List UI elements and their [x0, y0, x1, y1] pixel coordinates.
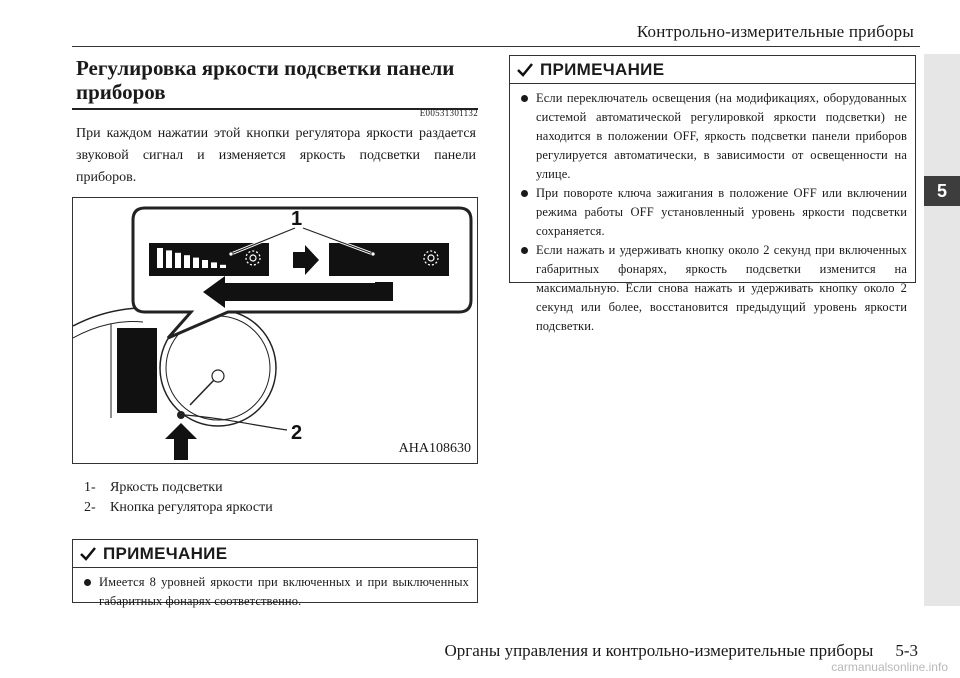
chapter-sidebar: [924, 54, 960, 606]
instrument-panel-dark: [117, 328, 157, 413]
note-bullet: Если нажать и удерживать кнопку около 2 секунд при включенных габаритных фонарях, яркость подсветки изменится на максимальную. Если снова нажать и удерживать кнопку около 2 секунд или более, восстановится предыдущий уровень яркости подсветки.: [518, 241, 907, 336]
legend-item: 2- Кнопка регулятора яркости: [84, 500, 273, 515]
legend-item: 1- Яркость подсветки: [84, 480, 223, 495]
footer-chapter: Органы управления и контрольно-измерительные приборы: [444, 641, 874, 660]
brightness-bar: [202, 260, 208, 268]
brightness-bar: [220, 265, 226, 268]
press-arrow-icon: [165, 423, 197, 460]
brightness-bar: [175, 253, 181, 268]
illustration-figure: [72, 197, 478, 464]
page-footer: [445, 641, 919, 661]
note-heading: ПРИМЕЧАНИЕ: [73, 540, 477, 568]
display-after: [329, 243, 449, 276]
gauge-needle: [190, 380, 214, 405]
note-box-right: [509, 55, 916, 333]
brightness-knob[interactable]: [177, 411, 185, 419]
figure-code: AHA108630: [398, 441, 471, 456]
brightness-bar: [184, 255, 190, 268]
note-bullet: При повороте ключа зажигания в положение OFF или включении режима работы OFF установленный уровень яркости подсветки сохраняется.: [518, 184, 907, 241]
note-bullet: Если переключатель освещения (на модификациях, оборудованных системой автоматической регулировкой яркости подсветки) не находится в положении OFF, яркость подсветки панели приборов регулируется автоматически, в зависимости от освещенности на улице.: [518, 89, 907, 184]
intro-paragraph: При каждом нажатии этой кнопки регулятора яркости раздается звуковой сигнал и изменяется яркость подсветки панели приборов.: [76, 126, 476, 185]
callout-2-label: 2: [291, 422, 303, 444]
section-title: Регулировка яркости подсветки панели приборов: [72, 56, 478, 110]
check-icon: [79, 546, 97, 562]
brightness-bar: [211, 262, 217, 268]
legend: [84, 478, 273, 518]
brightness-bar: [166, 250, 172, 268]
header-rule: [72, 46, 920, 47]
brightness-bar: [157, 248, 163, 268]
note-bullet: Имеется 8 уровней яркости при включенных и при выключенных габаритных фонарях соответственно.: [81, 573, 469, 611]
page-number: 5-3: [895, 641, 918, 660]
header-title: Контрольно-измерительные приборы: [636, 22, 914, 41]
watermark: carmanualsonline.info: [831, 660, 948, 674]
brightness-bar: [193, 258, 199, 268]
note-box-left: [72, 539, 478, 608]
section-code: E00531301132: [419, 108, 478, 118]
note-heading: ПРИМЕЧАНИЕ: [510, 56, 915, 84]
callout-1-label: 1: [291, 208, 303, 230]
chapter-tab[interactable]: 5: [924, 176, 960, 206]
check-icon: [516, 62, 534, 78]
illustration-svg: [73, 198, 477, 463]
